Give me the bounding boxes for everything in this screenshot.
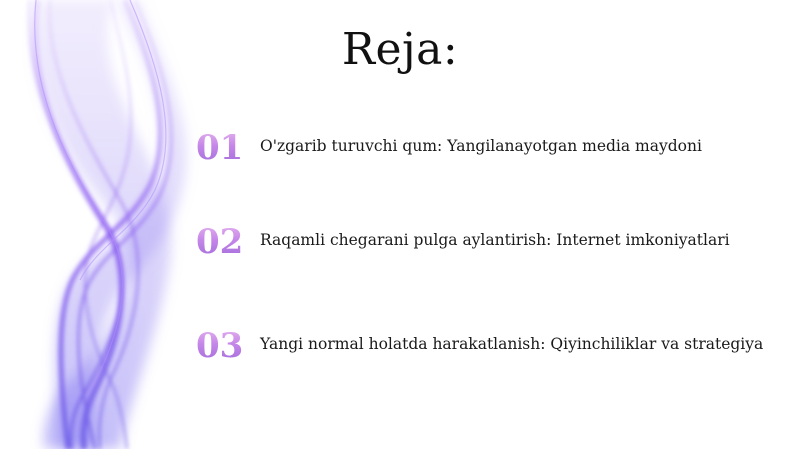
agenda-item-3 [196,326,786,376]
agenda-item-1 [196,128,786,178]
agenda-number: 03 [196,326,256,366]
agenda-text: O'zgarib turuvchi qum: Yangilanayotgan media maydoni [260,137,702,155]
agenda-text: Raqamli chegarani pulga aylantirish: Internet imkoniyatlari [260,231,730,249]
agenda-number: 01 [196,128,256,168]
agenda-number: 02 [196,222,256,262]
agenda-item-2 [196,222,786,272]
agenda-text: Yangi normal holatda harakatlanish: Qiyinchiliklar va strategiya [260,335,764,353]
slide-title: Reja: [341,24,459,75]
